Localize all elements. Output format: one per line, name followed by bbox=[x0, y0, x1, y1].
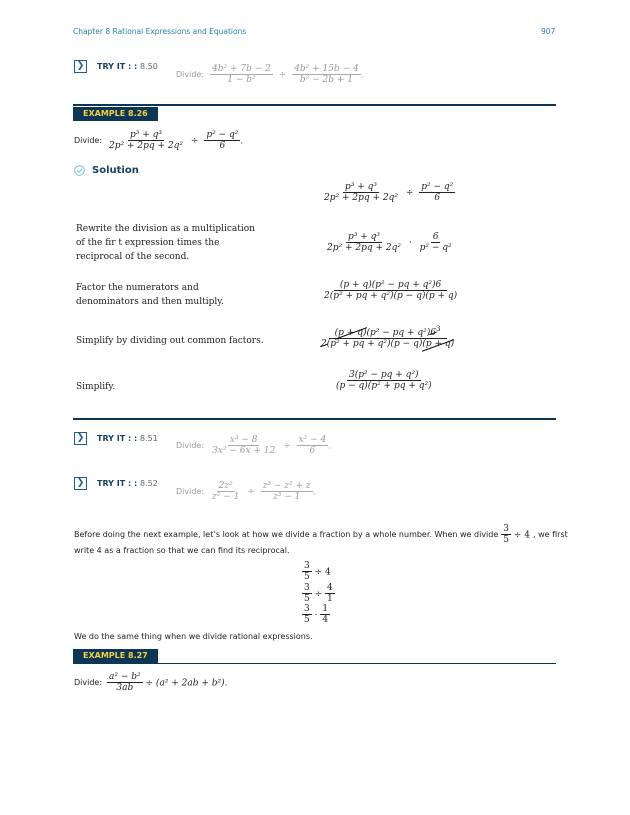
chevron-right-icon[interactable]: ❯ bbox=[74, 60, 87, 73]
example-8-26-problem: Divide: $\frac{\text{p³ + q³}}{\text{2p² + 2pq + 2q²}}$ ÷ $\frac{\text{p² − q²}}{6}$ . bbox=[74, 130, 244, 152]
step-2-expression: $\frac{\text{(p + q)(p² − pq + q²)6}}{\text{2(p² + pq + q²)(p − q)(p + q)}}$ bbox=[324, 280, 458, 302]
frac-step-3: $\frac{3}{5}$ · $\frac{1}{4}$ bbox=[304, 604, 329, 626]
divide-label: Divide: bbox=[74, 136, 103, 146]
try-it-8-52: ❯ TRY IT : : 8.52 bbox=[74, 477, 158, 490]
frac-step-2: $\frac{3}{5}$ ÷ $\frac{4}{1}$ bbox=[304, 583, 333, 605]
intro-paragraph-line-2: write 4 as a fraction so that we can find its reciprocal. bbox=[74, 546, 290, 555]
cancelled-factor: (p + q) bbox=[334, 328, 367, 338]
example-top-rule bbox=[73, 104, 556, 106]
step-4-expression: $\frac{\text{3(p² − pq + q²)}}{\text{(p − q)(p² + pq + q²)}}$ bbox=[336, 370, 432, 392]
chevron-right-icon[interactable]: ❯ bbox=[74, 432, 87, 445]
cancelled-factor: (p + q) bbox=[422, 339, 455, 350]
solution-heading bbox=[74, 165, 139, 176]
example-8-27-rule bbox=[73, 663, 556, 664]
try-it-8-51: ❯ TRY IT : : 8.51 bbox=[74, 432, 158, 445]
step-3-expression: $\frac{(p + q)(p^2 - pq + q^2)6^3}{\text{2(p² + pq + q²)(p − q)(p + q)}}$ bbox=[321, 325, 455, 350]
example-bottom-rule bbox=[73, 418, 556, 420]
step-4-text: Simplify. bbox=[76, 382, 116, 392]
check-circle-icon bbox=[74, 165, 85, 176]
example-8-27-label: EXAMPLE 8.27 bbox=[73, 649, 158, 663]
frac-step-1: $\frac{3}{5}$ ÷ 4 bbox=[304, 561, 331, 583]
try-it-8-51-problem: Divide: $\frac{\text{x³ − 8}}{\text{3x² − 6x + 12}}$ ÷ $\frac{\text{x² − 4}}{6}$ . bbox=[176, 435, 332, 457]
try-it-8-50 bbox=[74, 60, 158, 73]
same-thing-text: We do the same thing when we divide rational expressions. bbox=[74, 632, 313, 641]
solution-label: Solution bbox=[92, 165, 139, 176]
fraction-1: $\frac{\text{4b² + 7b − 2}}{\text{1 − b²}}$ bbox=[212, 64, 271, 86]
example-8-26-label: EXAMPLE 8.26 bbox=[73, 107, 158, 121]
try-it-8-50-problem: Divide: $\frac{\text{4b² + 7b − 2}}{\text{1 − b²}}$ ÷ $\frac{\text{4b² + 15b − 4}}{\text{b² − 2b + 1}}$ . bbox=[176, 64, 364, 86]
fraction-2: $\frac{\text{4b² + 15b − 4}}{\text{b² − 2b + 1}}$ bbox=[294, 64, 359, 86]
divide-label: Divide: bbox=[176, 70, 205, 80]
step-0-expression: $\frac{\text{p³ + q³}}{\text{2p² + 2pq + 2q²}}$ ÷ $\frac{\text{p² − q²}}{6}$ bbox=[324, 182, 454, 204]
try-it-8-52-problem: Divide: $\frac{\text{2z²}}{\text{z² − 1}}$ ÷ $\frac{\text{z³ − z² + z}}{\text{z³ − 1}}$ . bbox=[176, 481, 316, 503]
step-3-text: Simplify by dividing out common factors. bbox=[76, 336, 264, 346]
try-it-label: TRY IT : : 8.50 bbox=[97, 62, 158, 71]
step-2-text: Factor the numerators and denominators and then multiply. bbox=[76, 283, 224, 307]
step-1-text: Rewrite the division as a multiplication of the fir t expression times the reciprocal of the second. bbox=[76, 224, 255, 262]
chapter-header: Chapter 8 Rational Expressions and Equations bbox=[73, 27, 247, 36]
example-8-27-problem: Divide: $\frac{\text{a² − b²}}{3ab}$ ÷ (a² + 2ab + b²). bbox=[74, 672, 228, 694]
page-number: 907 bbox=[541, 27, 556, 36]
intro-paragraph-line-1: Before doing the next example, let’s look at how we divide a fraction by a whole number. When we divide $\frac{3}{5}$ ÷ 4 , we first bbox=[74, 524, 568, 546]
step-1-expression: $\frac{\text{p³ + q³}}{\text{2p² + 2pq + 2q²}}$ · $\frac{6}{\text{p² − q²}}$ bbox=[327, 232, 452, 254]
chevron-right-icon[interactable]: ❯ bbox=[74, 477, 87, 490]
